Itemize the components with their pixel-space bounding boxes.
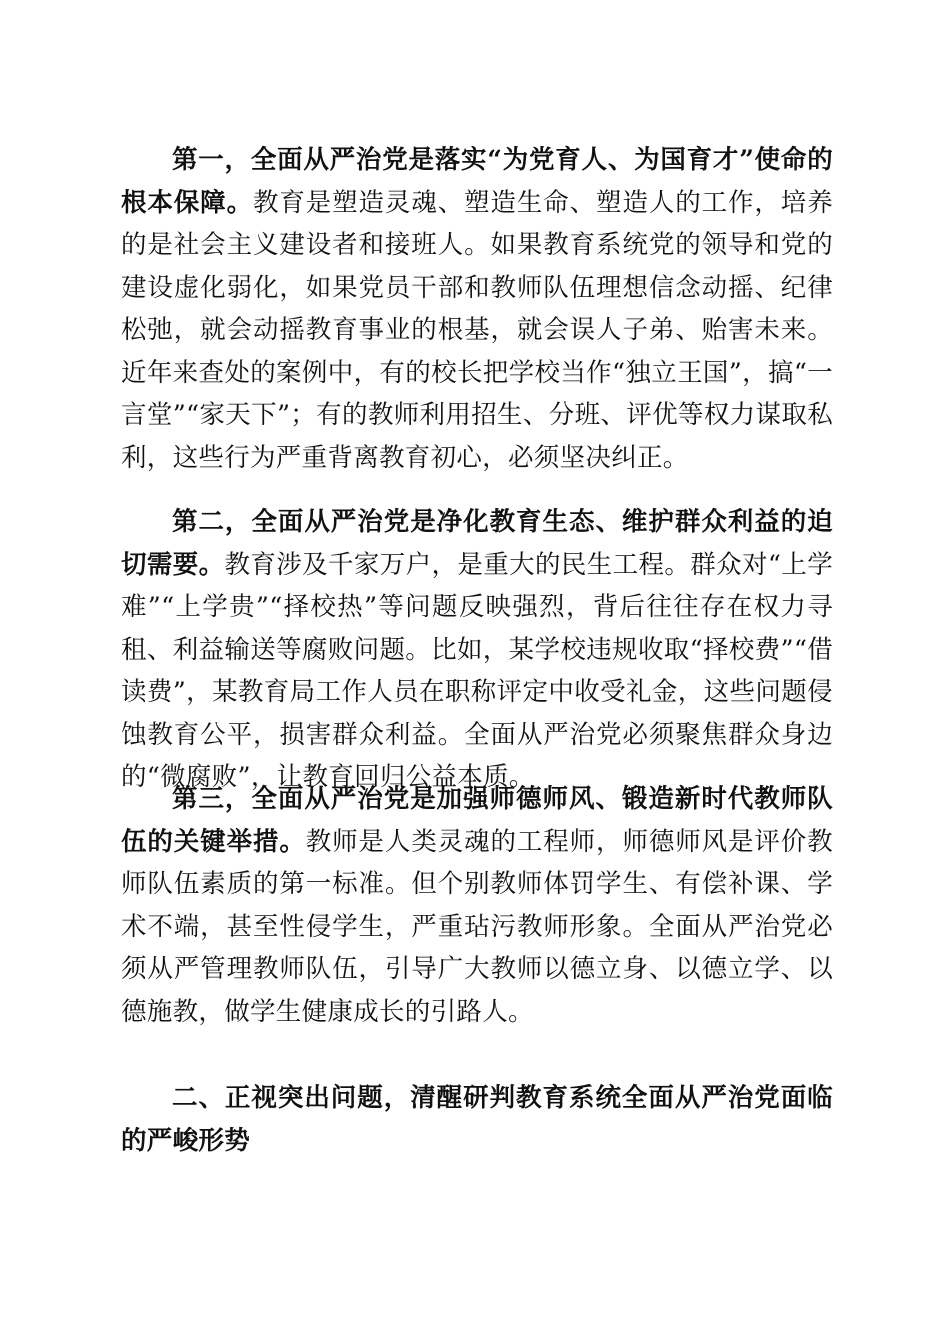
paragraph-second-body: 教育涉及千家万户，是重大的民生工程。群众对“上学难”“上学贵”“择校热”等问题反映强烈，背后往往存在权力寻租、利益输送等腐败问题。比如，某学校违规收取“择校费”“借读费”，某教育局工作人员在职称评定中收受礼金，这些问题侵蚀教育公平，损害群众利益。全面从严治党必须聚焦群众身边的“微腐败”，让教育回归公益本质。 <box>121 549 833 792</box>
paragraph-third-lead: 第三，全面从严治党是加强师德师风、锻造新时代教师队伍的关键举措。 <box>121 784 833 857</box>
paragraph-third <box>121 778 833 1033</box>
paragraph-first-lead: 第一，全面从严治党是落实“为党育人、为国育才”使命的根本保障。 <box>121 145 833 218</box>
paragraph-second-lead: 第二，全面从严治党是净化教育生态、维护群众利益的迫切需要。 <box>121 507 833 580</box>
section-heading: 二、正视突出问题，清醒研判教育系统全面从严治党面临的严峻形势 <box>121 1083 833 1156</box>
paragraph-second <box>121 501 833 799</box>
paragraph-first-body: 教育是塑造灵魂、塑造生命、塑造人的工作，培养的是社会主义建设者和接班人。如果教育系统党的领导和党的建设虚化弱化，如果党员干部和教师队伍理想信念动摇、纪律松弛，就会动摇教育事业的根基，就会误人子弟、贻害未来。近年来查处的案例中，有的校长把学校当作“独立王国”，搞“一言堂”“家天下”；有的教师利用招生、分班、评优等权力谋取私利，这些行为严重背离教育初心，必须坚决纠正。 <box>121 187 833 473</box>
paragraph-third-body: 教师是人类灵魂的工程师，师德师风是评价教师队伍素质的第一标准。但个别教师体罚学生、有偿补课、学术不端，甚至性侵学生，严重玷污教师形象。全面从严治党必须从严管理教师队伍，引导广大教师以德立身、以德立学、以德施教，做学生健康成长的引路人。 <box>121 826 833 1027</box>
paragraph-first <box>121 139 833 479</box>
